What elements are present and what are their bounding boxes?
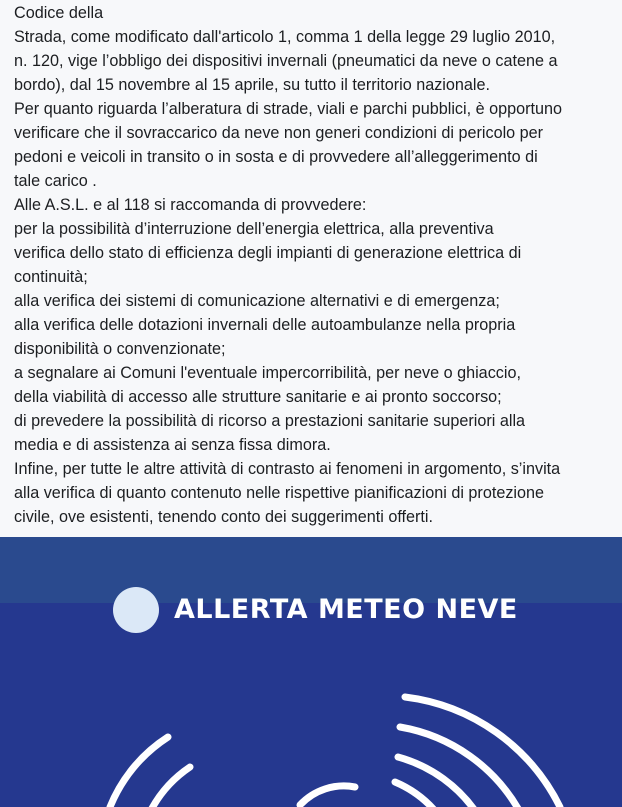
bullet-line: alla verifica delle dotazioni invernali delle autoambulanze nella propria (14, 316, 516, 334)
bullet-line: alla verifica dei sistemi di comunicazione alternativi e di emergenza; (14, 292, 500, 310)
text-line: Per quanto riguarda l’alberatura di strade, viali e parchi pubblici, è opportuno (14, 100, 563, 118)
text-line: della viabilità di accesso alle strutture sanitarie e ai pronto soccorso; (14, 388, 502, 406)
banner-title: ALLERTA METEO NEVE (174, 594, 518, 625)
text-line: continuità; (14, 268, 88, 286)
text-line: bordo), dal 15 novembre al 15 aprile, su tutto il territorio nazionale. (14, 76, 490, 94)
wave-center (300, 786, 355, 805)
text-line: Strada, come modificato dall'articolo 1, comma 1 della legge 29 luglio 2010, (14, 28, 556, 46)
text-line: Codice della (14, 4, 104, 22)
text-line: civile, ove esistenti, tenendo conto dei suggerimenti offerti. (14, 508, 434, 526)
text-line: alla verifica di quanto contenuto nelle rispettive pianificazioni di protezione (14, 484, 545, 502)
text-line: Infine, per tutte le altre attività di contrasto ai fenomeni in argomento, s’invita (14, 460, 561, 478)
text-line: verifica dello stato di efficienza degli impianti di generazione elettrica di (14, 244, 522, 262)
text-line: media e di assistenza ai senza fissa dimora. (14, 436, 331, 454)
wave-left-inner (150, 767, 190, 807)
bullet-line: a segnalare ai Comuni l'eventuale impercorribilità, per neve o ghiaccio, (14, 364, 521, 382)
text-line: tale carico . (14, 172, 97, 190)
text-line: verificare che il sovraccarico da neve non generi condizioni di pericolo per (14, 124, 544, 142)
bullet-line: di prevedere la possibilità di ricorso a prestazioni sanitarie superiori alla (14, 412, 526, 430)
text-line: pedoni e veicoli in transito o in sosta e di provvedere all’alleggerimento di (14, 148, 538, 166)
wave-right-1 (405, 697, 560, 807)
wave-right-4 (395, 782, 440, 807)
text-line: n. 120, vige l’obbligo dei dispositivi invernali (pneumatici da neve o catene a (14, 52, 558, 70)
wave-right-3 (398, 757, 478, 807)
alert-banner-image[interactable] (0, 537, 622, 807)
text-line: Alle A.S.L. e al 118 si raccomanda di provvedere: (14, 196, 367, 214)
text-line: disponibilità o convenzionate; (14, 340, 226, 358)
snow-alert-waves-icon (0, 537, 622, 807)
bullet-line: per la possibilità d’interruzione dell’energia elettrica, alla preventiva (14, 220, 494, 238)
